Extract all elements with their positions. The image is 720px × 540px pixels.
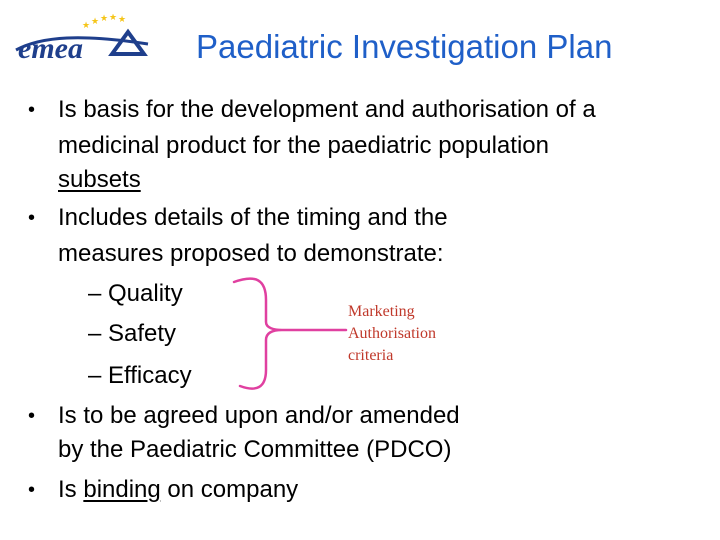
logo-text: emea <box>18 32 83 65</box>
bullet-1-line-3: subsets <box>58 166 141 193</box>
emea-logo <box>12 14 152 66</box>
bullet-1-line-1: Is basis for the development and authorisation of a <box>58 96 596 123</box>
sub-item-quality: – Quality <box>88 280 183 307</box>
bullet-3-line-2: by the Paediatric Committee (PDCO) <box>58 436 452 463</box>
annotation-line-2: Authorisation <box>348 325 436 342</box>
svg-text:★: ★ <box>118 15 127 25</box>
bullet-3-line-1: Is to be agreed upon and/or amended <box>58 402 460 429</box>
bullet-icon: • <box>28 99 36 121</box>
bullet-4-line-1 <box>58 476 298 504</box>
bullet-1-line-2: medicinal product for the paediatric population <box>58 132 549 159</box>
sub-item-safety: – Safety <box>88 320 177 347</box>
bullet-2-line-2: measures proposed to demonstrate: <box>58 240 444 267</box>
annotation-line-1: Marketing <box>348 303 415 320</box>
bullet-4-suffix: on company <box>160 476 299 503</box>
binding-emphasis: binding <box>83 476 161 503</box>
svg-text:★: ★ <box>91 17 100 27</box>
bullet-icon: • <box>28 405 36 427</box>
bullet-2-line-1: Includes details of the timing and the <box>58 204 448 231</box>
annotation-line-3: criteria <box>348 347 394 364</box>
bullet-icon: • <box>28 479 36 501</box>
bullet-4-prefix: Is <box>58 476 84 503</box>
svg-text:★: ★ <box>109 14 118 23</box>
bullet-icon: • <box>28 207 36 229</box>
svg-text:★: ★ <box>100 14 109 24</box>
bracket-connector-icon <box>226 270 356 400</box>
page-title: Paediatric Investigation Plan <box>196 28 613 65</box>
logo-stars-icon <box>82 14 126 31</box>
svg-text:★: ★ <box>82 21 91 31</box>
sub-item-efficacy: – Efficacy <box>88 362 192 389</box>
